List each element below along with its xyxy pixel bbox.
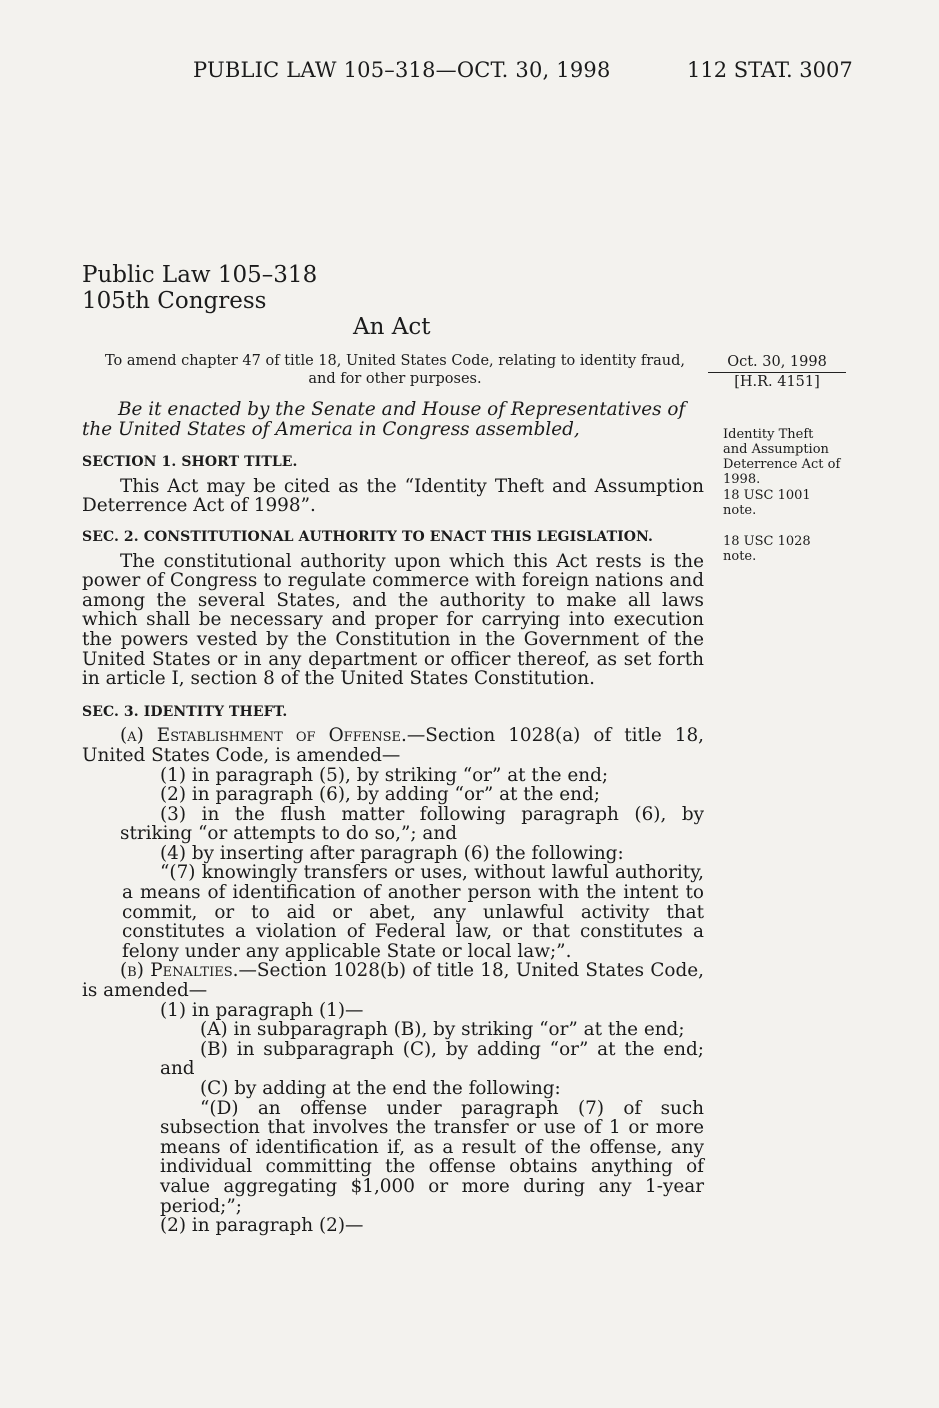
section-2-heading: SEC. 2. CONSTITUTIONAL AUTHORITY TO ENACT THIS LEGISLATION. (82, 528, 654, 545)
law-heading (82, 262, 317, 314)
margin-bill-number: [H.R. 4151] (734, 374, 820, 390)
para-b-2: (2) in paragraph (2)— (160, 1215, 364, 1237)
law-number: Public Law 105–318 (82, 262, 318, 288)
subsection-a (82, 726, 704, 765)
document-body (82, 400, 704, 1236)
subsection-a-label: (a) Establishment of Offense. (120, 725, 407, 747)
para-b-1: (1) in paragraph (1)— (160, 999, 364, 1021)
subsection-b-label: (b) Penalties. (120, 960, 239, 982)
quoted-paragraph-7: “(7) knowingly transfers or uses, without lawful authority, a means of identification of another person with the intent to commit, or to aid or abet, any unlawful activity that constitutes a violation of Federal law, or that constitutes a felony under any applicable State or local law;”. (122, 862, 704, 962)
margin-short-title-note: Identity Theft and Assumption Deterrence Act of 1998. (723, 427, 841, 487)
running-head-stat-page: 112 STAT. 3007 (687, 58, 853, 82)
margin-usc-note-2: 18 USC 1028 note. (723, 534, 811, 564)
subsection-b-text: —Section 1028(b) of title 18, United States Code, is amended— (82, 960, 705, 1002)
congress-number: 105th Congress (82, 288, 267, 314)
section-2-text: The constitutional authority upon which this Act rests is the power of Congress to regulate commerce with foreign nations and among the several States, and the authority to make all laws which shall be necessary and proper for carrying into execution the powers vested by the Constitution in the Government of the United States or in any department or officer thereof, as set forth in article I, section 8 of the United States Constitution. (82, 550, 704, 690)
running-head-citation: PUBLIC LAW 105–318—OCT. 30, 1998 (193, 58, 611, 82)
margin-usc-note-1: 18 USC 1001 note. (723, 488, 811, 518)
section-1-text: This Act may be cited as the “Identity Theft and Assumption Deterrence Act of 1998”. (82, 475, 704, 517)
running-head (0, 58, 939, 88)
margin-date: Oct. 30, 1998 (727, 354, 827, 370)
margin-rule (708, 372, 846, 373)
section-3-heading: SEC. 3. IDENTITY THEFT. (82, 703, 288, 720)
subpara-b-1-A: (A) in subparagraph (B), by striking “or” at the end; (200, 1019, 685, 1041)
enacting-clause: Be it enacted by the Senate and House of Representatives of the United States of America in Congress assembled, (82, 399, 686, 440)
subpara-b-1-B: (B) in subparagraph (C), by adding “or” at the end; and (160, 1038, 704, 1080)
para-a-1: (1) in paragraph (5), by striking “or” at the end; (160, 764, 609, 786)
subpara-b-1-C: (C) by adding at the end the following: (200, 1078, 561, 1099)
quoted-subparagraph-D: “(D) an offense under paragraph (7) of such subsection that involves the transfer or use of 1 or more means of identification if, as a result of the offense, any individual committing the offense obtains anything of value aggregating $1,000 or more during any 1-year period;”; (160, 1097, 704, 1217)
subsection-a-text: —Section 1028(a) of title 18, United States Code, is amended— (82, 725, 704, 766)
para-a-3: (3) in the flush matter following paragraph (6), by striking “or attempts to do so,”; and (120, 803, 704, 845)
purpose-clause: To amend chapter 47 of title 18, United States Code, relating to identity fraud, and for other purposes. (105, 353, 685, 387)
para-a-2: (2) in paragraph (6), by adding “or” at the end; (160, 784, 600, 806)
section-1-heading: SECTION 1. SHORT TITLE. (82, 454, 298, 471)
subsection-b (82, 961, 704, 1000)
margin-date-block (708, 354, 846, 390)
act-title: An Act (353, 314, 431, 340)
para-a-4: (4) by inserting after paragraph (6) the following: (160, 842, 624, 864)
